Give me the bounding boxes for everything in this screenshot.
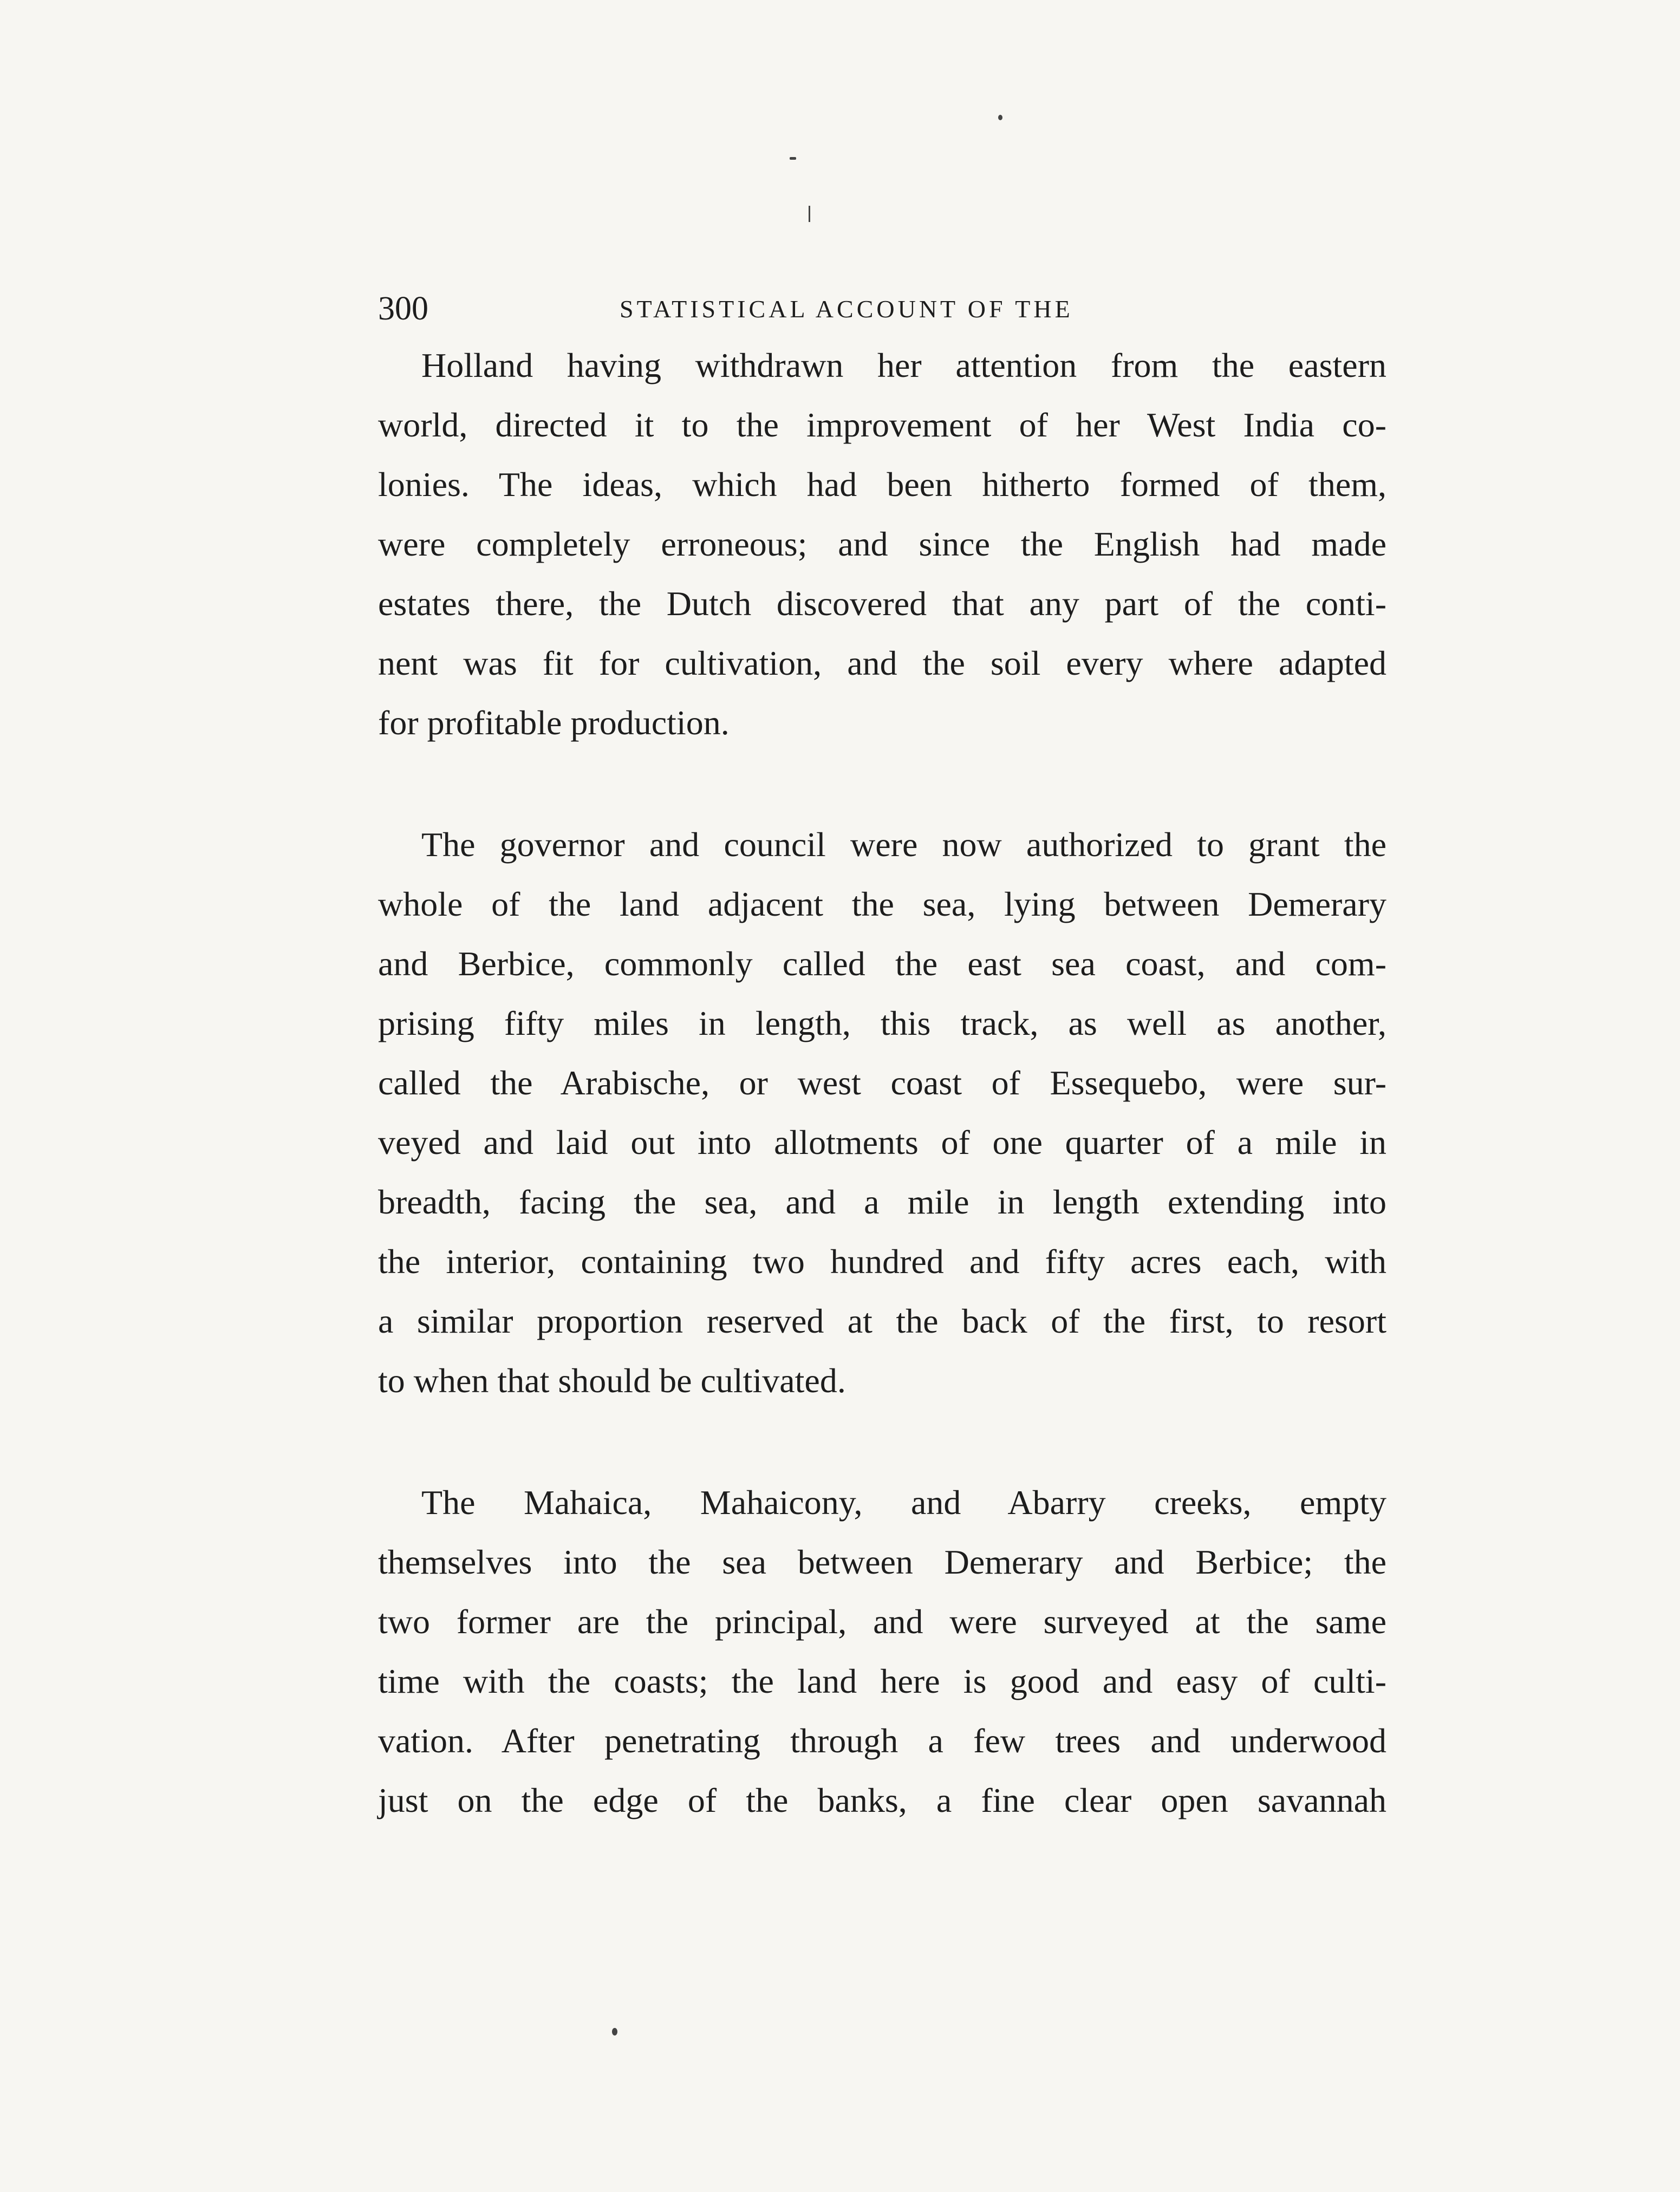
running-title: STATISTICAL ACCOUNT OF THE <box>620 295 1073 323</box>
running-head <box>378 282 1386 336</box>
ink-speck <box>809 206 810 222</box>
page-number: 300 <box>378 290 428 327</box>
text-line: The governor and council were now authorized to grant the <box>421 825 1386 864</box>
text-line: and Berbice, commonly called the east sea coast, and com- <box>378 944 1386 983</box>
paragraph-2 <box>378 815 1386 1411</box>
text-block <box>378 282 1386 1830</box>
text-line: for profitable production. <box>378 703 730 742</box>
text-line: breadth, facing the sea, and a mile in length extending into <box>378 1183 1386 1221</box>
ink-speck <box>612 2028 617 2036</box>
text-line: prising fifty miles in length, this track, as well as another, <box>378 1004 1386 1042</box>
text-line: to when that should be cultivated. <box>378 1361 846 1400</box>
text-line: just on the edge of the banks, a fine clear open savannah <box>378 1781 1386 1819</box>
ink-speck <box>998 115 1002 120</box>
paragraph-gap <box>378 753 1386 815</box>
paragraph-gap <box>378 1411 1386 1473</box>
text-line: called the Arabische, or west coast of Essequebo, were sur- <box>378 1064 1386 1102</box>
paragraph-1 <box>378 336 1386 753</box>
text-line: lonies. The ideas, which had been hitherto formed of them, <box>378 465 1386 504</box>
text-line: themselves into the sea between Demerary and Berbice; the <box>378 1543 1386 1581</box>
paragraph-3 <box>378 1473 1386 1830</box>
text-line: veyed and laid out into allotments of one quarter of a mile in <box>378 1123 1386 1162</box>
text-line: Holland having withdrawn her attention from the eastern <box>421 346 1386 384</box>
text-line: world, directed it to the improvement of her West India co- <box>378 406 1386 444</box>
text-line: whole of the land adjacent the sea, lying between Demerary <box>378 885 1386 923</box>
text-line: were completely erroneous; and since the English had made <box>378 525 1386 563</box>
text-line: a similar proportion reserved at the back of the first, to resort <box>378 1302 1386 1340</box>
text-line: the interior, containing two hundred and fifty acres each, with <box>378 1242 1386 1281</box>
ink-speck <box>790 157 796 160</box>
text-line: vation. After penetrating through a few trees and underwood <box>378 1721 1386 1760</box>
text-line: estates there, the Dutch discovered that any part of the conti- <box>378 584 1386 623</box>
text-line: two former are the principal, and were surveyed at the same <box>378 1602 1386 1641</box>
text-line: time with the coasts; the land here is good and easy of culti- <box>378 1662 1386 1700</box>
text-line: The Mahaica, Mahaicony, and Abarry creeks, empty <box>421 1483 1386 1522</box>
text-line: nent was fit for cultivation, and the soil every where adapted <box>378 644 1386 682</box>
